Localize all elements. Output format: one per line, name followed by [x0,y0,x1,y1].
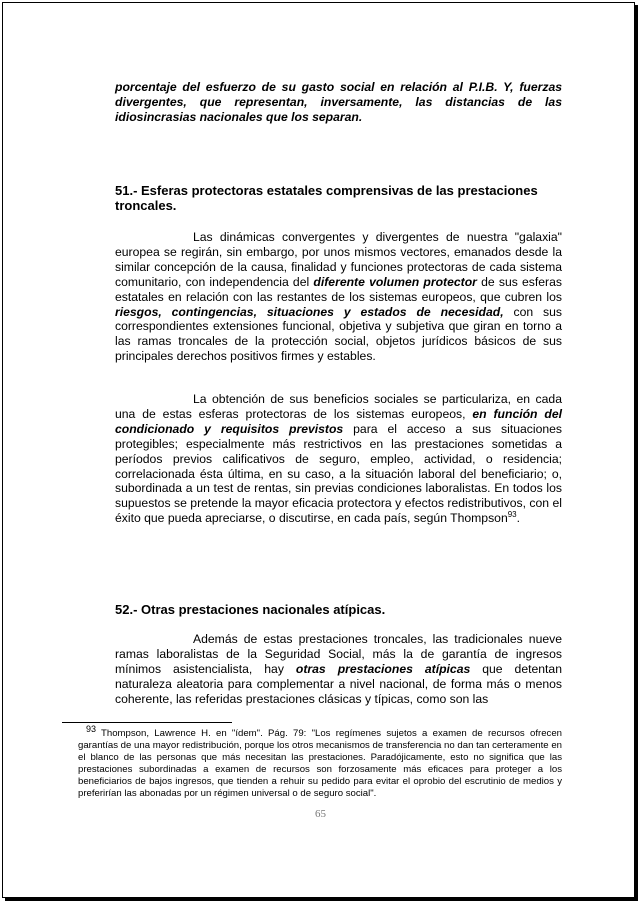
text-run: Las dinámicas convergentes y divergentes de nuestra "galaxia" europea se regirán, sin embargo, por unos mismos vectores, emanados desde la similar concepción de la causa, finalidad y funciones protectoras de cada sistema comunitario, con independencia del [115,230,562,289]
paragraph-beneficios [115,392,562,526]
text-run: de sus esferas estatales en relación con las restantes de los sistemas europeos, que cubren los [115,274,562,304]
emphasis-run: riesgos, contingencias, situaciones y estados de necesidad, [115,304,504,319]
footnote-text: Thompson, Lawrence H. en "ídem". Pág. 79: "Los regímenes sujetos a examen de recursos ofrecen garantías de una mayor redistribución, porque los otros mecanismos de transferencia no dan tan certeramente en el blanco de las personas que más necesitan las prestaciones. Paradójicamente, esto no significa que las prestaciones subordinadas a examen de recursos son forzosamente más eficaces para proteger a los beneficiarios de bajos ingresos, que tienden a rehuir su pedido para evitar el oprobio del escrutinio de medios y preferirían las abonadas por un régimen universal o de seguro social". [78,728,562,799]
text-run: con sus correspondientes extensiones funcional, objetiva y subjetiva que giran en torno a las ramas troncales de la protección social, objetos jurídicos básicos de sus principales derechos positivos firmes y estables. [115,304,563,364]
footnote-separator [62,722,232,723]
emphasis-run: diferente volumen protector [313,274,477,289]
text-run: . [516,511,521,526]
paragraph-continuation: porcentaje del esfuerzo de su gasto social en relación al P.I.B. Y, fuerzas divergentes, que representan, inversamente, las distancias de las idiosincrasias nacionales que los separan. [115,80,562,124]
paragraph-esferas [115,230,562,364]
text-run: La obtención de sus beneficios sociales se particulariza, en cada una de estas esferas protectoras de los sistemas europeos, [115,392,562,421]
footnote-reference[interactable]: 93 [507,510,517,520]
section-heading-51: 51.- Esferas protectoras estatales comprensivas de las prestaciones troncales. [115,183,538,213]
paragraph-atipicas [115,632,562,707]
emphasis-run: en función del condicionado y requisitos previstos [115,406,563,436]
emphasis-run: otras prestaciones atípicas [295,661,471,676]
footnote-number: 93 [86,723,97,734]
section-heading-52: 52.- Otras prestaciones nacionales atípicas. [115,602,386,617]
text-run: para el acceso a sus situaciones protegibles; especialmente más restrictivos en las prestaciones sometidas a períodos previos calificativos de seguro, empleo, actividad, o residencia; correlacionada ésta última, en su caso, a la situación laboral del beneficiario; o, subordinada a un test de rentas, sin previas condiciones laboralistas. En todos los supuestos se pretende la mayor eficacia protectora y efectos redistributivos, con el éxito que pueda apreciarse, o discutirse, en cada país, según Thompson [115,421,562,526]
page-number: 65 [315,808,326,820]
text-run: Además de estas prestaciones troncales, las tradicionales nueve ramas laboralistas de la Seguridad Social, más la de garantía de ingresos mínimos asistencialista, hay [115,632,562,676]
text-run: que detentan naturaleza aleatoria para complementar a nivel nacional, de forma más o menos coherente, las referidas prestaciones clásicas y típicas, como son las [115,661,562,706]
footnote-93 [78,723,562,799]
